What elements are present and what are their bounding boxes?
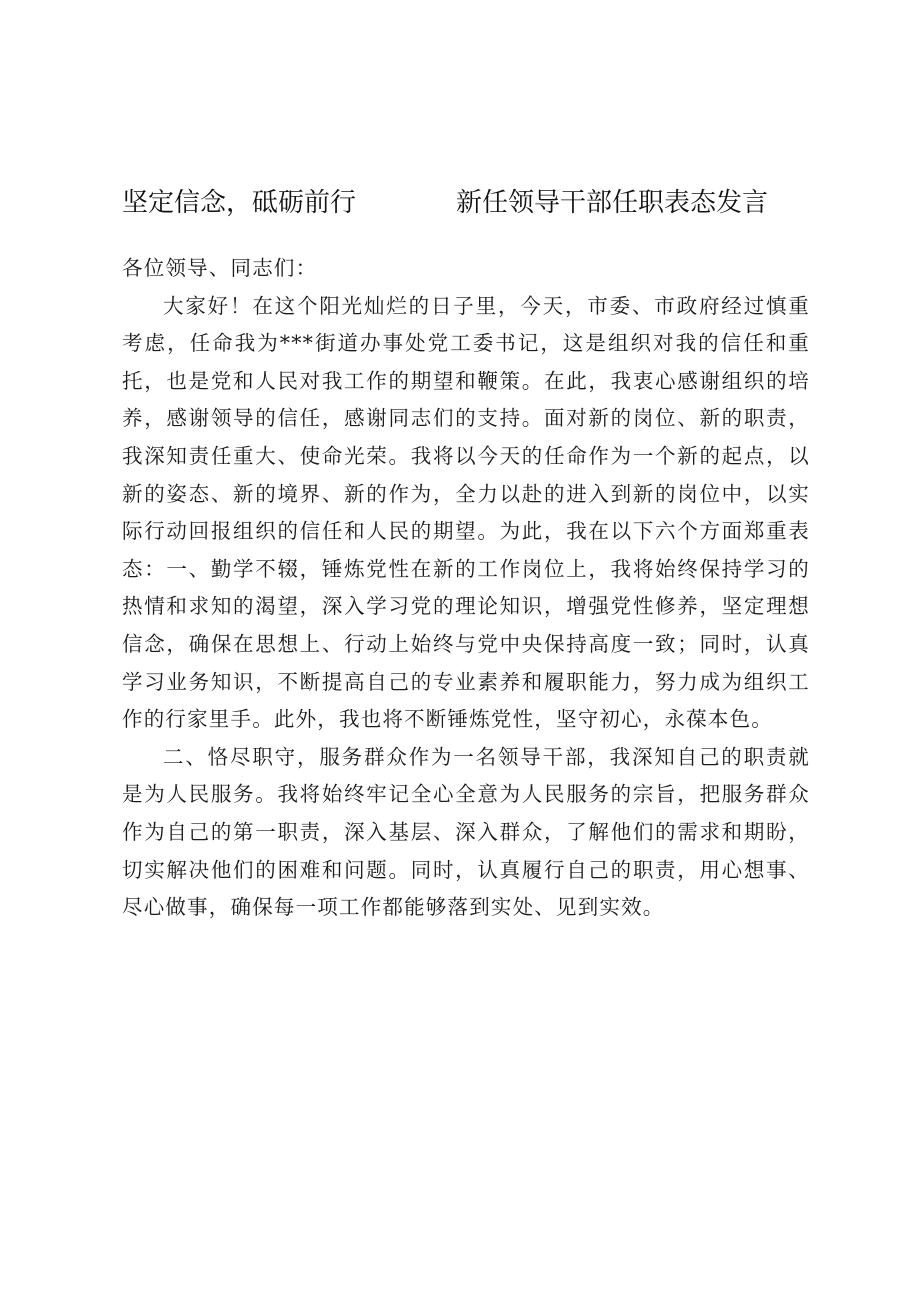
paragraph-1: 大家好！在这个阳光灿烂的日子里，今天，市委、市政府经过慎重考虑，任命我为***街道办事处党工委书记，这是组织对我的信任和重托，也是党和人民对我工作的期望和鞭策。在此，我衷心感谢组织的培养，感谢领导的信任，感谢同志们的支持。面对新的岗位、新的职责，我深知责任重大、使命光荣。我将以今天的任命作为一个新的起点，以新的姿态、新的境界、新的作为，全力以赴的进入到新的岗位中，以实际行动回报组织的信任和人民的期望。为此，我在以下六个方面郑重表态：一、勤学不辍，锤炼党性在新的工作岗位上，我将始终保持学习的热情和求知的渴望，深入学习党的理论知识，增强党性修养，坚定理想信念，确保在思想上、行动上始终与党中央保持高度一致；同时，认真学习业务知识，不断提高自己的专业素养和履职能力，努力成为组织工作的行家里手。此外，我也将不断锤炼党性，坚守初心，永葆本色。 — [122, 293, 810, 732]
document-title — [122, 182, 802, 222]
title-main: 坚定信念，砥砺前行 — [122, 188, 357, 218]
title-subtitle: 新任领导干部任职表态发言 — [456, 188, 769, 218]
salutation: 各位领导、同志们： — [122, 256, 318, 280]
document-body — [122, 250, 810, 927]
paragraph-2: 二、恪尽职守，服务群众作为一名领导干部，我深知自己的职责就是为人民服务。我将始终牢记全心全意为人民服务的宗旨，把服务群众作为自己的第一职责，深入基层、深入群众，了解他们的需求和期盼，切实解决他们的困难和问题。同时，认真履行自己的职责，用心想事、尽心做事，确保每一项工作都能够落到实处、见到实效。 — [122, 744, 810, 920]
